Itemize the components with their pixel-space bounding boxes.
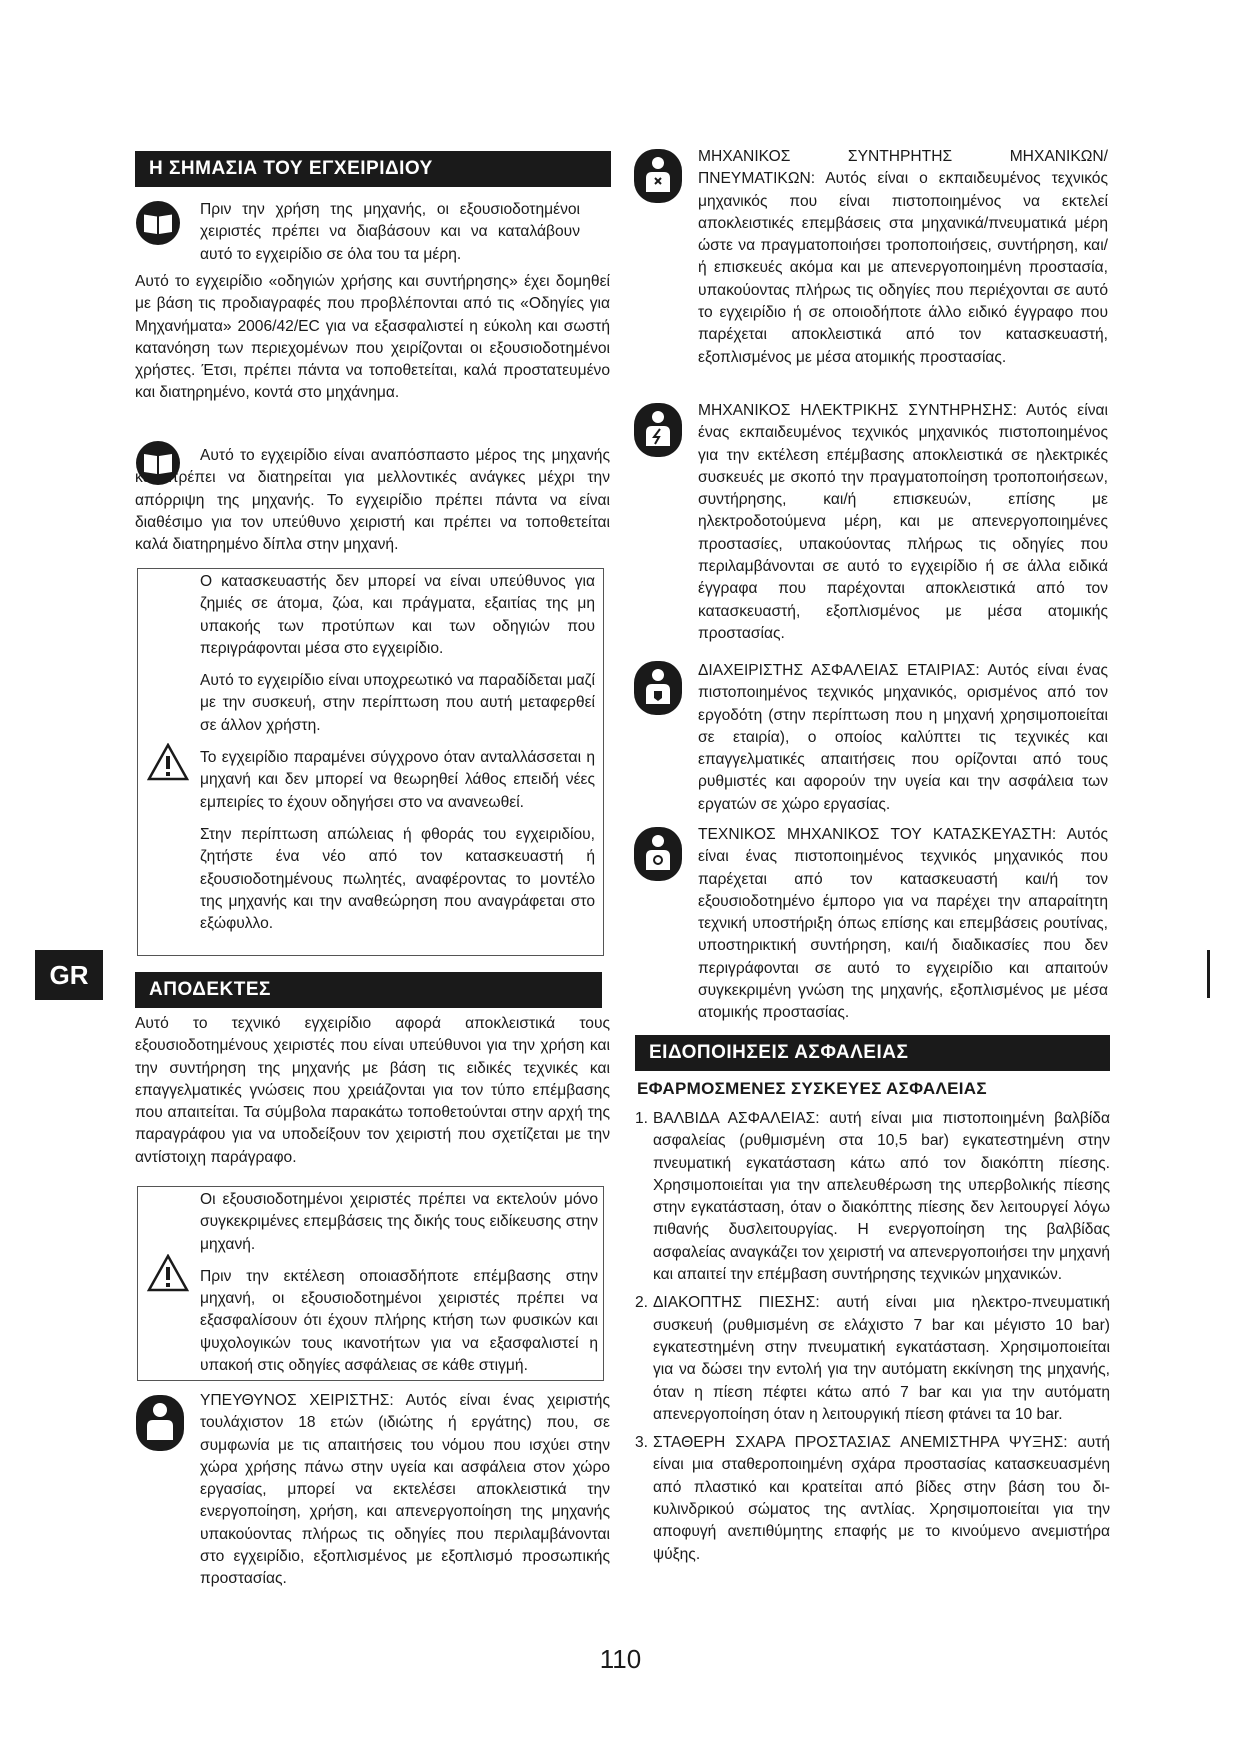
safety-manager-note: ΔΙΑΧΕΙΡΙΣΤΗΣ ΑΣΦΑΛΕΙΑΣ ΕΤΑΙΡΙΑΣ: Αυτός είναι ένας πιστοποιημένος τεχνικός μηχανικός, ορισμένος από τον εργοδότη (στην περίπτωση που η μηχανή χρησιμοποιείται σε εταιρία), ο οποίος καλύπτει τις τεχνικές και επαγγελματικές απαιτήσεις που ορίζονται από τους ρυθμιστές και αφορούν την υγεία και την ασφάλεια των εργατών σε χώρο εργασίας. <box>698 662 1108 813</box>
margin-marker <box>1207 950 1210 998</box>
warning-2-line-1: Οι εξουσιοδοτημένοι χειριστές πρέπει να εκτελούν μόνο συγκεκριμένες επεμβάσεις της δικής τους ειδίκευσης στην μηχανή. <box>200 1191 598 1253</box>
intro-paragraph: Αυτό το εγχειρίδιο «οδηγιών χρήσης και συντήρησης» έχει δομηθεί με βάση τις προδιαγραφές που προβλέπονται από τις «Οδηγίες για Μηχανήματα» 2006/42/EC για να εξασφαλιστεί η εύκολη και σωστή κατανόηση των περιεχομένων που χειρίζονται οι εξουσιοδοτημένοι χρήστες. Έτσι, πρέπει πάντα να τοποθετείται, καλά προστατευμένο και διατηρημένο, κοντά στο μηχάνημα. <box>135 273 610 402</box>
devices-subheading: ΕΦΑΡΜΟΣΜΕΝΕΣ ΣΥΣΚΕΥΕΣ ΑΣΦΑΛΕΙΑΣ <box>637 1079 987 1098</box>
recipients-heading: ΑΠΟΔΕΚΤΕΣ <box>135 972 602 1008</box>
warning-1-line-4: Στην περίπτωση απώλειας ή φθοράς του εγχειριδίου, ζητήστε ένα νέο από τον κατασκευαστή ή εξουσιοδοτημένους πωλητές, αναφέροντας το μοντέλο της μηχανής και την αναθεώρηση που αναγράφεται στο εξώφυλλο. <box>200 825 595 933</box>
language-tab: GR <box>35 950 103 1000</box>
list-item: 3. ΣΤΑΘΕΡΗ ΣΧΑΡΑ ΠΡΟΣΤΑΣΙΑΣ ΑΝΕΜΙΣΤΗΡΑ ΨΥΞΗΣ: αυτή είναι μια σταθεροποιημένη σχάρα προστασίας κατασκευασμένη από πλαστικό και κρατείται από βίδες στην βάση του δι-κυλινδρικού σώματος της αντλίας. Χρησιμοποιείται για την αποφυγή ανεπιθύμητης επαφής με το κινούμενο ανεμιστήρα ψύξης. <box>635 1434 1110 1563</box>
warning-triangle-icon <box>147 1254 189 1297</box>
mechanical-technician-note: ΜΗΧΑΝΙΚΟΣ ΣΥΝΤΗΡΗΤΗΣ ΜΗΧΑΝΙΚΩΝ/ ΠΝΕΥΜΑΤΙΚΩΝ: Αυτός είναι ο εκπαιδευμένος τεχνικός μηχανικός που είναι πιστοποιημένος να εκτελεί αποκλειστικές επεμβάσεις στα μηχανικά/πνευματικά μέρη ώστε να πραγματοποιήσει τροποποιήσεις, συντήρηση, και/ή επισκευές ακόμα και με απενεργοποιημένη προστασία, υπακούοντας πλήρως τις οδηγίες που περιέχονται σε αυτό το εγχειρίδιο ή σε οποιοδήποτε άλλο ειδικό έγγραφο που παρέχεται αποκλειστικά από τον κατασκευαστή, εξοπλισμένος με μέσα ατομικής προστασίας. <box>698 148 1108 366</box>
electrical-technician-icon <box>633 402 683 463</box>
warning-1-line-3: Το εγχειρίδιο παραμένει σύγχρονο όταν ανταλλάσσεται η μηχανή και δεν μπορεί να θεωρηθεί λάθος επειδή νέες εμπειρίες το έχουν οδηγήσει στο να ανανεωθεί. <box>200 749 595 811</box>
page-number: 110 <box>599 1644 642 1674</box>
list-item: 1. ΒΑΛΒΙΔΑ ΑΣΦΑΛΕΙΑΣ: αυτή είναι μια πιστοποιημένη βαλβίδα ασφαλείας (ρυθμισμένη στα 10,5 bar) εγκατεστημένη στην πνευματική εγκατάσταση κάτω από τον διακόπτη πίεσης. Χρησιμοποιείται για την απελευθέρωση της υπερβολικής πίεσης στην εγκατάσταση, όταν ο διακόπτης πίεσης δεν λειτουργεί λόγω πιθανής δυσλειτουργίας. Η ενεργοποίηση της βαλβίδας ασφαλείας αναγκάζει τον χειριστή να απενεργοποιήσει την μηχανή και απαιτεί την επέμβαση συντήρησης τεχνικών μηχανικών. <box>635 1110 1110 1284</box>
warning-2-line-2: Πριν την εκτέλεση οποιασδήποτε επέμβασης στην μηχανή, οι εξουσιοδοτημένοι χειριστές πρέπει να εξασφαλίσουν ότι έχουν πλήρης κτήση των φυσικών και ψυχολογικών τους ικανοτήτων για να εξασφαλιστεί η υπακοή στις οδηγίες ασφάλειας σε κάθε στιγμή. <box>200 1267 598 1375</box>
manufacturer-technician-note: ΤΕΧΝΙΚΟΣ ΜΗΧΑΝΙΚΟΣ ΤΟΥ ΚΑΤΑΣΚΕΥΑΣΤΗ: Αυτός είναι ένας πιστοποιημένος τεχνικός μηχανικός που παρέχεται από τον κατασκευαστή και/ή τον εξουσιοδοτημένο έμπορο για να παρέχει την απαραίτητη τεχνική υποστήριξη όπως επίσης και επεμβάσεις ρουτίνας, υποστηρικτική συντήρηση, και/ή διαδικασίες που δεν περιγράφονται σε αυτό το εγχειρίδιο και απαιτούν συγκεκριμένη γνώση της μηχανής, εξοπλισμένος με μέσα ατομικής προστασίας. <box>698 826 1108 1022</box>
warning-triangle-icon <box>147 743 189 786</box>
warning-1-line-1: Ο κατασκευαστής δεν μπορεί να είναι υπεύθυνος για ζημιές σε άτομα, ζώα, και πράγματα, εξαιτίας της μη υπακοής των προτύπων και των οδηγιών που περιγράφονται μέσα στο εγχειρίδιο. <box>200 573 595 657</box>
safety-heading: ΕΙΔΟΠΟΙΗΣΕΙΣ ΑΣΦΑΛΕΙΑΣ <box>635 1035 1110 1071</box>
operator-icon <box>135 1394 185 1457</box>
recipients-paragraph: Αυτό το τεχνικό εγχειρίδιο αφορά αποκλειστικά τους εξουσιοδοτημένους χειριστές που είναι υπεύθυνοι για την χρήση και την συντήρηση της μηχανής με βάση τις ειδικές τεχνικές και επαγγελματικές γνώσεις που χρειάζονται για τον τύπο επέμβασης που απαιτείται. Τα σύμβολα παρακάτω τοποθετούνται στην αρχή της παραγράφου για να υποδείξουν τον χειριστή που σχετίζεται με την αντίστοιχη παράγραφο. <box>135 1015 610 1166</box>
mechanical-technician-icon <box>633 148 683 209</box>
manufacturer-technician-icon <box>633 826 683 887</box>
warning-box-2-text <box>200 1189 598 1377</box>
book-note-1: Πριν την χρήση της μηχανής, οι εξουσιοδοτημένοι χειριστές πρέπει να διαβάσουν και να καταλάβουν αυτό το εγχειρίδιο σε όλα του τα μέρη. <box>200 201 580 263</box>
devices-list <box>635 1108 1110 1566</box>
warning-box-1-text <box>200 571 595 935</box>
electrical-technician-note: ΜΗΧΑΝΙΚΟΣ ΗΛΕΚΤΡΙΚΗΣ ΣΥΝΤΗΡΗΣΗΣ: Αυτός είναι ένας εκπαιδευμένος τεχνικός μηχανικός πιστοποιημένος για την εκτέλεση επέμβασης αποκλειστικά σε ηλεκτρικές συσκευές με σκοπό την πραγματοποίηση τροποποιήσεων, συντήρησης, και/ή επισκευών, επίσης με ηλεκτροδοτούμενα μέρη, και με απενεργοποιημένες προστασίες, υπακούοντας πλήρως τις οδηγίες που περιλαμβάνονται σε αυτό το εγχειρίδιο ή σε άλλα ειδικά έγγραφα που παρέχονται αποκλειστικά από τον κατασκευαστή, εξοπλισμένος με μέσα ατομικής προστασίας. <box>698 402 1108 642</box>
safety-manager-icon <box>633 660 683 721</box>
book-note-2: Αυτό το εγχειρίδιο είναι αναπόσπαστο μέρος της μηχανής και πρέπει να διατηρείται για μελλοντικές ανάγκες μέχρι την απόρριψη της μηχανής. Το εγχειρίδιο πρέπει πάντα να είναι διαθέσιμο για τον υπεύθυνο χειριστή και πρέπει να τοποθετείται καλά διατηρημένο δίπλα στην μηχανή. <box>135 447 610 554</box>
operator-note: ΥΠΕΥΘΥΝΟΣ ΧΕΙΡΙΣΤΗΣ: Αυτός είναι ένας χειριστής τουλάχιστον 18 ετών (ιδιώτης ή εργάτης) που, σε συμφωνία με τις απαιτήσεις του νόμου που ισχύει στην χώρα χρήσης πάνω στην υγεία και ασφάλεια στον χώρο εργασίας, μπορεί να εκτελέσει αποκλειστικά την ενεργοποίηση, χρήση, και απενεργοποίηση της μηχανής υπακούοντας πλήρως τις οδηγίες που περιλαμβάνονται στο εγχειρίδιο, εξοπλισμένος με εξοπλισμό προσωπικής προστασίας. <box>200 1392 610 1588</box>
book-icon <box>135 200 181 251</box>
list-item: 2. ΔΙΑΚΟΠΤΗΣ ΠΙΕΣΗΣ: αυτή είναι μια ηλεκτρο-πνευματική συσκευή (ρυθμισμένη σε ελάχιστο 7 bar και μέγιστο 10 bar) εγκατεστημένη στην πνευματική εγκατάσταση. Χρησιμοποιείται για να δώσει την εντολή για την αυτόματη εκκίνηση της μηχανής, όταν η πίεση πέφτει κάτω από 7 bar και για την αυτόματη απενεργοποίηση όταν η λειτουργική πίεση φτάνει τα 10 bar. <box>635 1294 1110 1423</box>
warning-1-line-2: Αυτό το εγχειρίδιο είναι υποχρεωτικό να παραδίδεται μαζί με την συσκευή, στην περίπτωση που αυτή μεταφερθεί σε άλλον χρήστη. <box>200 672 595 734</box>
importance-heading: Η ΣΗΜΑΣΙΑ ΤΟΥ ΕΓΧΕΙΡΙΔΙΟΥ <box>135 151 611 187</box>
